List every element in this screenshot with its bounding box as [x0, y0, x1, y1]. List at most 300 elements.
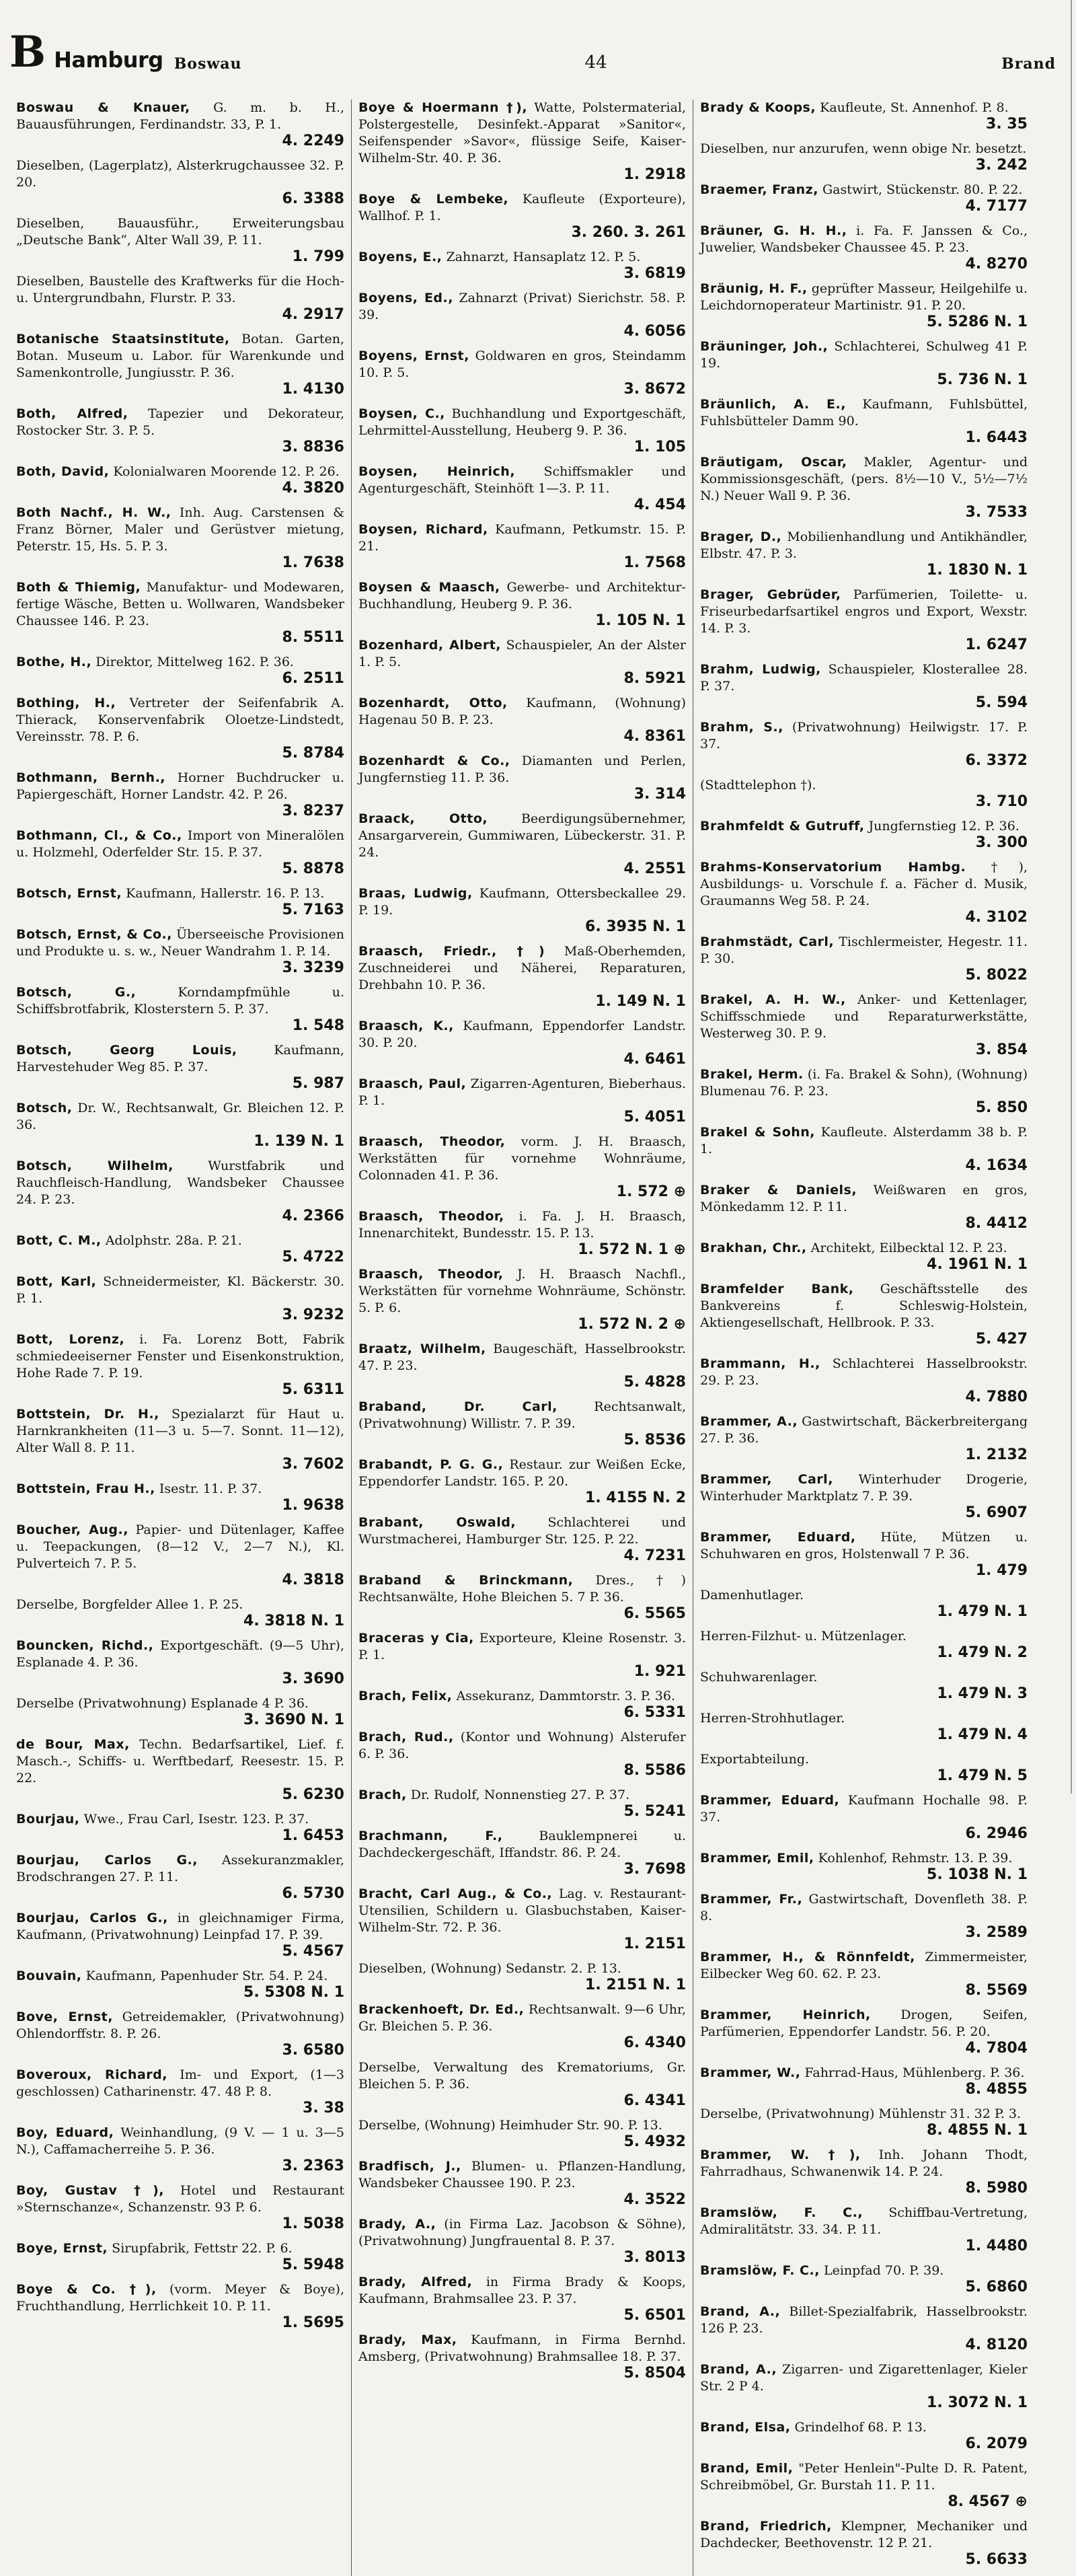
entry-phone-number: 5. 6501: [623, 2307, 686, 2324]
entry-text: Schneidermeister, Kl. Bäckerstr. 30. P. 1.: [16, 1274, 344, 1306]
directory-entry: [16, 1158, 344, 1224]
entry-text: Kaufmann, Petkumstr. 15. P. 21.: [358, 522, 686, 554]
entry-text: Rechtsanwalt. 9—6 Uhr, Gr. Bleichen 5. P. 36.: [358, 2002, 687, 2034]
entry-text: Kaufmann Hochalle 98. P. 37.: [700, 1793, 1028, 1825]
entry-phone-number: 1. 479 N. 4: [937, 1726, 1028, 1743]
entry-phone-number: 4. 454: [633, 496, 686, 513]
entry-text: Wwe., Frau Carl, Isestr. 123. P. 37.: [83, 1812, 309, 1827]
directory-entry: [700, 2419, 1028, 2452]
entry-name: Brand, A.,: [700, 2362, 777, 2377]
entry-name: Boye & Lembeke,: [358, 192, 509, 207]
entry-name: Brady, A.,: [358, 2217, 436, 2232]
entry-phone-number: 8. 4855: [965, 2081, 1028, 2098]
directory-entry: [700, 2147, 1028, 2197]
entry-name: Bouncken, Richd.,: [16, 1638, 154, 1653]
directory-entry: [700, 2518, 1028, 2568]
entry-name: Brach, Felix,: [358, 1689, 453, 1703]
entry-text: Gewerbe- und Architektur-Buchhandlung, Heuberg 9. P. 36.: [358, 580, 686, 612]
entry-text: Rechtsanwalt, (Privatwohnung) Willistr. 7. P. 39.: [358, 1399, 686, 1431]
directory-entry: [16, 2240, 344, 2273]
entry-phone-number: 1. 5038: [282, 2215, 344, 2232]
entry-text: Leinpfad 70. P. 39.: [823, 2263, 944, 2278]
directory-entry: [700, 1182, 1028, 1232]
entry-name: Brakhan, Chr.,: [700, 1241, 807, 1255]
entry-phone-number: 1. 572 N. 1 ⊕: [578, 1241, 686, 1258]
directory-entry: [700, 1124, 1028, 1174]
entry-phone-number: 4. 2551: [623, 860, 686, 877]
entry-name: Both, David,: [16, 464, 110, 479]
entry-name: Brach,: [358, 1788, 407, 1802]
entry-text: Spezialarzt für Haut u. Harnkrankheiten (11—3 u. 5—7. Sonnt. 11—12), Alter Wall 8. P. 11.: [16, 1407, 345, 1455]
entry-phone-number: 4. 6056: [623, 323, 686, 340]
entry-phone-number: 3. 6819: [623, 265, 686, 282]
entry-text: i. Fa. Lorenz Bott, Fabrik schmiedeeiserner Fenster und Eisenkonstruktion, Hohe Rade 7. P. 19.: [16, 1332, 344, 1381]
entry-phone-number: 6. 2079: [965, 2435, 1028, 2452]
entry-phone-number: 1. 572 ⊕: [616, 1183, 686, 1200]
entry-phone-number: 5. 6311: [282, 1381, 344, 1398]
entry-name: Boye & Co. †),: [16, 2282, 157, 2297]
entry-phone-number: 8. 5569: [965, 1982, 1028, 1999]
entry-phone-number: 4. 2249: [282, 133, 344, 149]
entry-phone-number: 6. 4340: [623, 2034, 686, 2051]
entry-text: Direktor, Mittelweg 162. P. 36.: [95, 655, 294, 669]
entry-text: Schlachterei, Schulweg 41 P. 19.: [700, 339, 1028, 371]
column-2: [351, 100, 693, 2576]
entry-name: Bracht, Carl Aug., & Co.,: [358, 1886, 553, 1901]
entry-text: Dieselben, (Lagerplatz), Alsterkrugchaussee 32. P. 20.: [16, 158, 344, 190]
directory-entry: [358, 1688, 686, 1721]
directory-entry: [700, 454, 1028, 521]
entry-name: Bourjau,: [16, 1812, 80, 1827]
entry-text: Makler, Agentur- und Kommissionsgeschäft, (pers. 8½—10 V., 5½—7½ N.) Neuer Wall 9. P. 36.: [700, 455, 1028, 503]
directory-entry: [16, 1736, 344, 1803]
entry-text: in gleichnamiger Firma, Kaufmann, (Privatwohnung) Leinpfad 17. P. 39.: [16, 1911, 345, 1942]
directory-entry: [700, 1413, 1028, 1463]
directory-entry: [700, 2460, 1028, 2510]
entry-phone-number: 1. 105 N. 1: [595, 612, 686, 629]
directory-entry: [700, 1066, 1028, 1116]
entry-text: Schiffsmakler und Agenturgeschäft, Steinhöft 1—3. P. 11.: [358, 464, 686, 496]
entry-phone-number: 3. 8672: [623, 381, 686, 398]
directory-entry: [358, 753, 686, 803]
entry-phone-number: 1. 479 N. 2: [937, 1644, 1028, 1661]
entry-phone-number: 3. 2589: [965, 1924, 1028, 1941]
entry-name: Boye & Hoermann †),: [358, 100, 528, 115]
entry-phone-number: 3. 710: [975, 793, 1028, 810]
directory-entry: [700, 992, 1028, 1058]
entry-phone-number: 3. 8013: [623, 2249, 686, 2266]
entry-text: Kaufmann, Hallerstr. 16. P. 13.: [126, 886, 325, 901]
entry-name: Botsch,: [16, 1101, 73, 1115]
entry-text: Dieselben, Bauausführ., Erweiterungsbau „Deutsche Bank“, Alter Wall 39, P. 11.: [16, 216, 344, 248]
entry-name: Bourjau, Carlos G.,: [16, 1911, 168, 1925]
entry-name: Bramfelder Bank,: [700, 1282, 854, 1296]
directory-entry: [700, 1949, 1028, 1999]
entry-text: Geschäftsstelle des Bankvereins f. Schleswig-Holstein, Aktiengesellschaft, Hellbrook. P. 33.: [700, 1282, 1028, 1330]
entry-phone-number: 4. 7177: [965, 198, 1028, 215]
entry-name: Boye, Ernst,: [16, 2241, 108, 2256]
entry-phone-number: 6. 3372: [965, 752, 1028, 769]
directory-entry: [700, 1240, 1028, 1273]
entry-name: Braasch, Theodor,: [358, 1267, 504, 1282]
entry-text: Derselbe, (Wohnung) Heimhuder Str. 90. P. 13.: [358, 2118, 662, 2133]
entry-text: i. Fa. J. H. Braasch, Innenarchitekt, Bundesstr. 15. P. 13.: [358, 1209, 686, 1241]
directory-entry: [358, 249, 686, 282]
directory-entry: [358, 579, 686, 629]
directory-entry: [700, 182, 1028, 215]
entry-name: Brammer, A.,: [700, 1414, 798, 1429]
entry-text: in Firma Brady & Koops, Kaufmann, Brahmsallee 23. P. 37.: [358, 2275, 687, 2306]
entry-phone-number: 8. 4567 ⊕: [948, 2493, 1028, 2510]
entry-name: Bozenhardt, Otto,: [358, 696, 508, 710]
entry-name: Brammer, Fr.,: [700, 1892, 803, 1907]
entry-name: Boswau & Knauer,: [16, 100, 190, 115]
directory-entry: [16, 331, 344, 398]
directory-entry: [16, 827, 344, 877]
entry-text: Derselbe, Borgfelder Allee 1. P. 25.: [16, 1597, 243, 1612]
directory-entry: [700, 1850, 1028, 1883]
entry-phone-number: 4. 7804: [965, 2040, 1028, 2057]
directory-entry: [16, 406, 344, 455]
entry-phone-number: 5. 427: [975, 1331, 1028, 1348]
entry-text: Manufaktur- und Modewaren, fertige Wäsche, Betten u. Wollwaren, Wandsbeker Chaussee 146. P. 23.: [16, 580, 344, 628]
directory-entry: [16, 100, 344, 149]
entry-name: Brammer, H., & Rönnfeldt,: [700, 1950, 915, 1964]
directory-entry: [16, 579, 344, 646]
directory-entry: [700, 1471, 1028, 1521]
directory-entry: [700, 1628, 1028, 1661]
entry-phone-number: 5. 4567: [282, 1943, 344, 1960]
entry-phone-number: 1. 572 N. 2 ⊕: [578, 1316, 686, 1333]
entry-name: Braas, Ludwig,: [358, 886, 473, 901]
entry-phone-number: 1. 6453: [282, 1827, 344, 1844]
entry-phone-number: 3. 854: [975, 1041, 1028, 1058]
directory-entry: [700, 2065, 1028, 2098]
header-keyword-left: Boswau: [174, 55, 242, 73]
directory-entry: [700, 1792, 1028, 1842]
entry-phone-number: 3. 242: [975, 157, 1028, 174]
entry-name: Brabant, Oswald,: [358, 1515, 516, 1530]
entry-phone-number: 3. 2363: [282, 2158, 344, 2174]
entry-text: Lag. v. Restaurant-Utensilien, Schildern u. Glasbuchstaben, Kaiser-Wilhelm-Str. 72. P. 36.: [358, 1886, 687, 1935]
entry-text: Schlachterei und Wurstmacherei, Hamburger Str. 125. P. 22.: [358, 1515, 687, 1547]
entry-phone-number: 1. 2151: [623, 1936, 686, 1952]
header-keyword-right: Brand: [1001, 55, 1056, 73]
entry-phone-number: 5. 736 N. 1: [937, 371, 1028, 388]
directory-entry: [358, 943, 686, 1010]
entry-text: Dieselben, nur anzurufen, wenn obige Nr. besetzt.: [700, 141, 1027, 156]
directory-entry: [358, 637, 686, 687]
entry-name: Bove, Ernst,: [16, 2010, 113, 2024]
entry-text: "Peter Henlein"-Pulte D. R. Patent, Schreibmöbel, Gr. Burstah 11. P. 11.: [700, 2461, 1028, 2493]
entry-phone-number: 1. 479 N. 3: [937, 1685, 1028, 1702]
entry-phone-number: 5. 4722: [282, 1249, 344, 1265]
directory-entry: [358, 1514, 686, 1564]
entry-name: Bottstein, Dr. H.,: [16, 1407, 159, 1422]
entry-text: Dr. Rudolf, Nonnenstieg 27. P. 37.: [410, 1788, 630, 1802]
directory-entry: [358, 695, 686, 745]
entry-name: Braasch, K.,: [358, 1019, 454, 1033]
directory-entry: [16, 1274, 344, 1323]
directory-entry: [16, 1522, 344, 1588]
entry-phone-number: 5. 8504: [623, 2365, 686, 2382]
entry-text: Techn. Bedarfsartikel, Lief. f. Masch.-, Schiffs- u. Werftbedarf, Reesestr. 15. P. 22.: [16, 1737, 345, 1786]
directory-entry: [358, 2001, 686, 2051]
entry-phone-number: 3. 8836: [282, 439, 344, 455]
entry-phone-number: 6. 3935 N. 1: [585, 918, 686, 935]
directory-entry: [16, 1596, 344, 1629]
entry-text: Überseeische Provisionen und Produkte u. s. w., Neuer Wandrahm 1. P. 14.: [16, 927, 344, 959]
entry-name: Brady, Alfred,: [358, 2275, 473, 2289]
directory-entry: [16, 1637, 344, 1687]
entry-name: Brammer, Eduard,: [700, 1530, 856, 1545]
directory-entry: [16, 215, 344, 265]
entry-text: Klempner, Mechaniker und Dachdecker, Beethovenstr. 12 P. 21.: [700, 2519, 1028, 2550]
entry-name: Brammer, Heinrich,: [700, 2008, 871, 2022]
entry-phone-number: 5. 6907: [965, 1504, 1028, 1521]
entry-phone-number: 5. 850: [975, 1099, 1028, 1116]
directory-entry: [700, 587, 1028, 653]
entry-text: Zahnarzt, Hansaplatz 12. P. 5.: [446, 250, 641, 264]
directory-entry: [16, 1232, 344, 1265]
entry-phone-number: 1. 479 N. 1: [937, 1603, 1028, 1620]
directory-entry: [358, 2059, 686, 2109]
entry-phone-number: 1. 105: [633, 439, 686, 455]
entry-phone-number: 4. 8361: [623, 728, 686, 745]
entry-phone-number: 1. 2918: [623, 166, 686, 183]
entry-name: Braband, Dr. Carl,: [358, 1399, 558, 1414]
entry-text: Kaufleute. Alsterdamm 38 b. P. 1.: [700, 1125, 1028, 1156]
entry-name: Botsch, Georg Louis,: [16, 1043, 237, 1058]
entry-phone-number: 4. 3522: [623, 2191, 686, 2208]
entry-name: Bouvain,: [16, 1968, 82, 1983]
entry-text: Jungfernstieg 12. P. 36.: [868, 819, 1020, 834]
directory-entry: [358, 464, 686, 513]
entry-name: Brackenhoeft, Dr. Ed.,: [358, 2002, 525, 2017]
entry-phone-number: 4. 1634: [965, 1157, 1028, 1174]
page-edge-rule: [1071, 0, 1072, 1794]
entry-name: Botanische Staatsinstitute,: [16, 332, 230, 346]
directory-entry: [16, 885, 344, 918]
entry-phone-number: 1. 2151 N. 1: [585, 1977, 686, 1993]
entry-name: Brakel, Herm.: [700, 1067, 804, 1082]
entry-text: Hotel und Restaurant »Sternschanze«, Schanzenstr. 93 P. 6.: [16, 2183, 344, 2215]
directory-entry: [358, 2274, 686, 2324]
entry-name: Botsch, Ernst, & Co.,: [16, 927, 172, 942]
entry-phone-number: 3. 300: [975, 834, 1028, 851]
entry-name: Brahmfeldt & Gutruff,: [700, 819, 865, 834]
entry-name: Brahms-Konservatorium Hambg.: [700, 860, 966, 875]
entry-phone-number: 5. 6633: [965, 2551, 1028, 2568]
entry-text: (i. Fa. Brakel & Sohn), (Wohnung) Blumenau 76. P. 23.: [700, 1067, 1028, 1099]
entry-name: Brach, Rud.,: [358, 1730, 454, 1744]
entry-name: Braatz, Wilhelm,: [358, 1341, 486, 1356]
entry-name: Braemer, Franz,: [700, 182, 818, 197]
directory-entry: [700, 818, 1028, 851]
entry-name: Braband & Brinckmann,: [358, 1573, 574, 1588]
entry-name: Bradfisch, J.,: [358, 2159, 461, 2174]
directory-entry: [16, 1331, 344, 1398]
entry-name: Boyens, Ernst,: [358, 348, 469, 363]
directory-entry: [358, 1018, 686, 1068]
directory-entry: [16, 1695, 344, 1728]
entry-text: (Stadttelephon †).: [700, 778, 816, 793]
entry-name: Bozenhardt & Co.,: [358, 753, 510, 768]
entry-text: Herren-Strohhutlager.: [700, 1711, 845, 1726]
directory-entry: [700, 719, 1028, 769]
directory-entry: [16, 1100, 344, 1150]
entry-phone-number: 4. 8270: [965, 256, 1028, 272]
entry-text: Hüte, Mützen u. Schuhwaren en gros, Holstenwall 7 P. 36.: [700, 1530, 1028, 1561]
entry-name: Brammer, Eduard,: [700, 1793, 840, 1808]
entry-phone-number: 6. 2511: [282, 670, 344, 687]
entry-name: Brahm, S.,: [700, 720, 783, 735]
entry-text: Kaufleute (Exporteure), Wallhof. P. 1.: [358, 192, 686, 223]
entry-name: Bramslöw, F. C.,: [700, 2263, 820, 2278]
column-3: [693, 100, 1034, 2576]
directory-entry: [358, 1341, 686, 1391]
entry-phone-number: 6. 5565: [623, 1605, 686, 1622]
directory-entry: [358, 1886, 686, 1952]
entry-phone-number: 3. 314: [633, 786, 686, 803]
entry-phone-number: 3. 7602: [282, 1456, 344, 1473]
entry-text: geprüfter Masseur, Heilgehilfe u. Leichdornoperateur Martinistr. 91. P. 20.: [700, 281, 1028, 313]
entry-text: Kaufmann, Eppendorfer Landstr. 30. P. 20.: [358, 1019, 686, 1050]
entry-text: Tischlermeister, Hegestr. 11. P. 30.: [700, 934, 1028, 966]
entry-phone-number: 1. 139 N. 1: [254, 1133, 344, 1150]
entry-text: Anker- und Kettenlager, Schiffsschmiede und Reparaturwerkstätte, Westerweg 30. P. 9.: [700, 992, 1028, 1041]
entry-text: Diamanten und Perlen, Jungfernstieg 11. P. 36.: [358, 753, 687, 785]
entry-phone-number: 4. 2366: [282, 1208, 344, 1224]
entry-phone-number: 5. 4051: [623, 1109, 686, 1126]
entry-phone-number: 8. 4855 N. 1: [927, 2122, 1028, 2139]
directory-entry: [700, 2007, 1028, 2057]
entry-name: Brabandt, P. G. G.,: [358, 1457, 504, 1472]
entry-text: Dr. W., Rechtsanwalt, Gr. Bleichen 12. P. 36.: [16, 1101, 344, 1132]
entry-phone-number: 1. 4130: [282, 381, 344, 398]
entry-phone-number: 1. 7638: [282, 554, 344, 571]
entry-text: Assekuranzmakler, Brodschrangen 27. P. 11.: [16, 1853, 344, 1884]
directory-entry: [358, 1457, 686, 1506]
entry-phone-number: 8. 5921: [623, 670, 686, 687]
entry-name: Bräunig, H. F.,: [700, 281, 808, 296]
directory-entry: [358, 1729, 686, 1779]
entry-phone-number: 1. 9638: [282, 1497, 344, 1514]
directory-entry: [700, 223, 1028, 272]
entry-phone-number: 3. 7698: [623, 1861, 686, 1878]
entry-phone-number: 1. 479: [975, 1562, 1028, 1579]
entry-name: Bozenhard, Albert,: [358, 638, 501, 653]
entry-name: Boyens, E.,: [358, 250, 443, 264]
entry-text: J. H. Braasch Nachfl., Werkstätten für vornehme Wohnräume, Schönstr. 5. P. 6.: [358, 1267, 686, 1315]
entry-text: Im- und Export, (1—3 geschlossen) Catharinenstr. 47. 48 P. 8.: [16, 2067, 345, 2099]
entry-name: Brammer, W. †),: [700, 2147, 861, 2162]
directory-entry: [16, 157, 344, 207]
entry-phone-number: 5. 8878: [282, 860, 344, 877]
entry-text: Gastwirtschaft, Dovenfleth 38. P. 8.: [700, 1892, 1028, 1923]
entry-name: Bothe, H.,: [16, 655, 92, 669]
directory-entry: [700, 1710, 1028, 1743]
directory-entry: [16, 1042, 344, 1092]
directory-entry: [16, 2182, 344, 2232]
entry-text: Schiffbau-Vertretung, Admiralitätstr. 33. 34. P. 11.: [700, 2205, 1028, 2237]
entry-name: Brakel, A. H. W.,: [700, 992, 846, 1007]
entry-name: Boucher, Aug.,: [16, 1522, 128, 1537]
entry-phone-number: 3. 7533: [965, 504, 1028, 521]
entry-name: Brand, Elsa,: [700, 2420, 791, 2435]
entry-phone-number: 8. 4412: [965, 1215, 1028, 1232]
entry-phone-number: 1. 2132: [965, 1446, 1028, 1463]
entry-phone-number: 1. 921: [633, 1663, 686, 1680]
entry-text: Fahrrad-Haus, Mühlenberg. P. 36.: [804, 2065, 1025, 2080]
directory-entry: [358, 1572, 686, 1622]
entry-name: Braasch, Paul,: [358, 1076, 467, 1091]
entry-text: Kaufmann, in Firma Bernhd. Amsberg, (Privatwohnung) Brahmsallee 18. P. 37.: [358, 2332, 687, 2364]
entry-name: Boysen, C.,: [358, 406, 445, 421]
entry-text: G. m. b. H., Bauausführungen, Ferdinandstr. 33, P. 1.: [16, 100, 344, 132]
directory-entry: [358, 1134, 686, 1200]
entry-text: Kohlenhof, Rehmstr. 13. P. 39.: [818, 1851, 1013, 1866]
entry-phone-number: 4. 6461: [623, 1051, 686, 1068]
entry-text: †), Ausbildungs- u. Vorschule f. a. Fächer d. Musik, Graumanns Weg 58. P. 24.: [700, 860, 1028, 908]
entry-text: Botan. Garten, Botan. Museum u. Labor. für Warenkunde und Samenkontrolle, Jungiusstr. P. 36.: [16, 332, 344, 380]
entry-phone-number: 4. 7231: [623, 1547, 686, 1564]
directory-entry: [358, 885, 686, 935]
column-1: [9, 100, 351, 2576]
entry-name: Bräunlich, A. E.,: [700, 397, 846, 412]
entry-name: Brand, Emil,: [700, 2461, 794, 2476]
directory-entry: [700, 1281, 1028, 1348]
entry-phone-number: 4. 3818: [282, 1572, 344, 1588]
directory-entry: [358, 2332, 686, 2382]
entry-text: Billet-Spezialfabrik, Hasselbrookstr. 126 P. 23.: [700, 2304, 1028, 2336]
entry-text: Drogen, Seifen, Parfümerien, Eppendorfer Landstr. 56. P. 20.: [700, 2008, 1028, 2039]
entry-text: Gastwirtschaft, Bäckerbreitergang 27. P. 36.: [700, 1414, 1028, 1446]
entry-text: Baugeschäft, Hasselbrookstr. 47. P. 23.: [358, 1341, 686, 1373]
entry-phone-number: 5. 5241: [623, 1803, 686, 1820]
entry-name: de Bour, Max,: [16, 1737, 130, 1752]
directory-entry: [16, 1406, 344, 1473]
entry-text: Exporteure, Kleine Rosenstr. 3. P. 1.: [358, 1631, 687, 1662]
entry-phone-number: 3. 9232: [282, 1307, 344, 1323]
entry-phone-number: 5. 6230: [282, 1786, 344, 1803]
directory-entry: [358, 1960, 686, 1993]
entry-text: Derselbe, Verwaltung des Krematoriums, Gr. Bleichen 5. P. 36.: [358, 2060, 686, 2092]
entry-phone-number: 4. 7880: [965, 1389, 1028, 1405]
directory-entry: [700, 2361, 1028, 2411]
entry-name: Braasch, Friedr., †): [358, 944, 545, 959]
entry-name: Botsch, G.,: [16, 985, 137, 1000]
entry-name: Both, Alfred,: [16, 406, 128, 421]
entry-text: Buchhandlung und Exportgeschäft, Lehrmittel-Ausstellung, Heuberg 9. P. 36.: [358, 406, 686, 438]
entry-phone-number: 3. 3690: [282, 1670, 344, 1687]
entry-text: Zimmermeister, Eilbecker Weg 60. 62. P. 23.: [700, 1950, 1028, 1981]
entry-phone-number: 1. 4480: [965, 2238, 1028, 2254]
entry-phone-number: 1. 149 N. 1: [595, 993, 686, 1010]
entry-text: Kaufleute, St. Annenhof. P. 8.: [820, 100, 1009, 115]
entry-phone-number: 6. 5331: [623, 1704, 686, 1721]
directory-entry: [358, 290, 686, 340]
entry-name: Boysen, Heinrich,: [358, 464, 516, 479]
entry-name: Bott, Lorenz,: [16, 1332, 125, 1347]
entry-phone-number: 5. 8784: [282, 745, 344, 762]
directory-columns: [9, 100, 1056, 2576]
directory-entry: [16, 1968, 344, 2001]
entry-text: Schlachterei Hasselbrookstr. 29. P. 23.: [700, 1356, 1028, 1388]
directory-entry: [358, 1828, 686, 1878]
entry-name: Boyens, Ed.,: [358, 291, 453, 305]
entry-phone-number: 4. 2917: [282, 306, 344, 323]
